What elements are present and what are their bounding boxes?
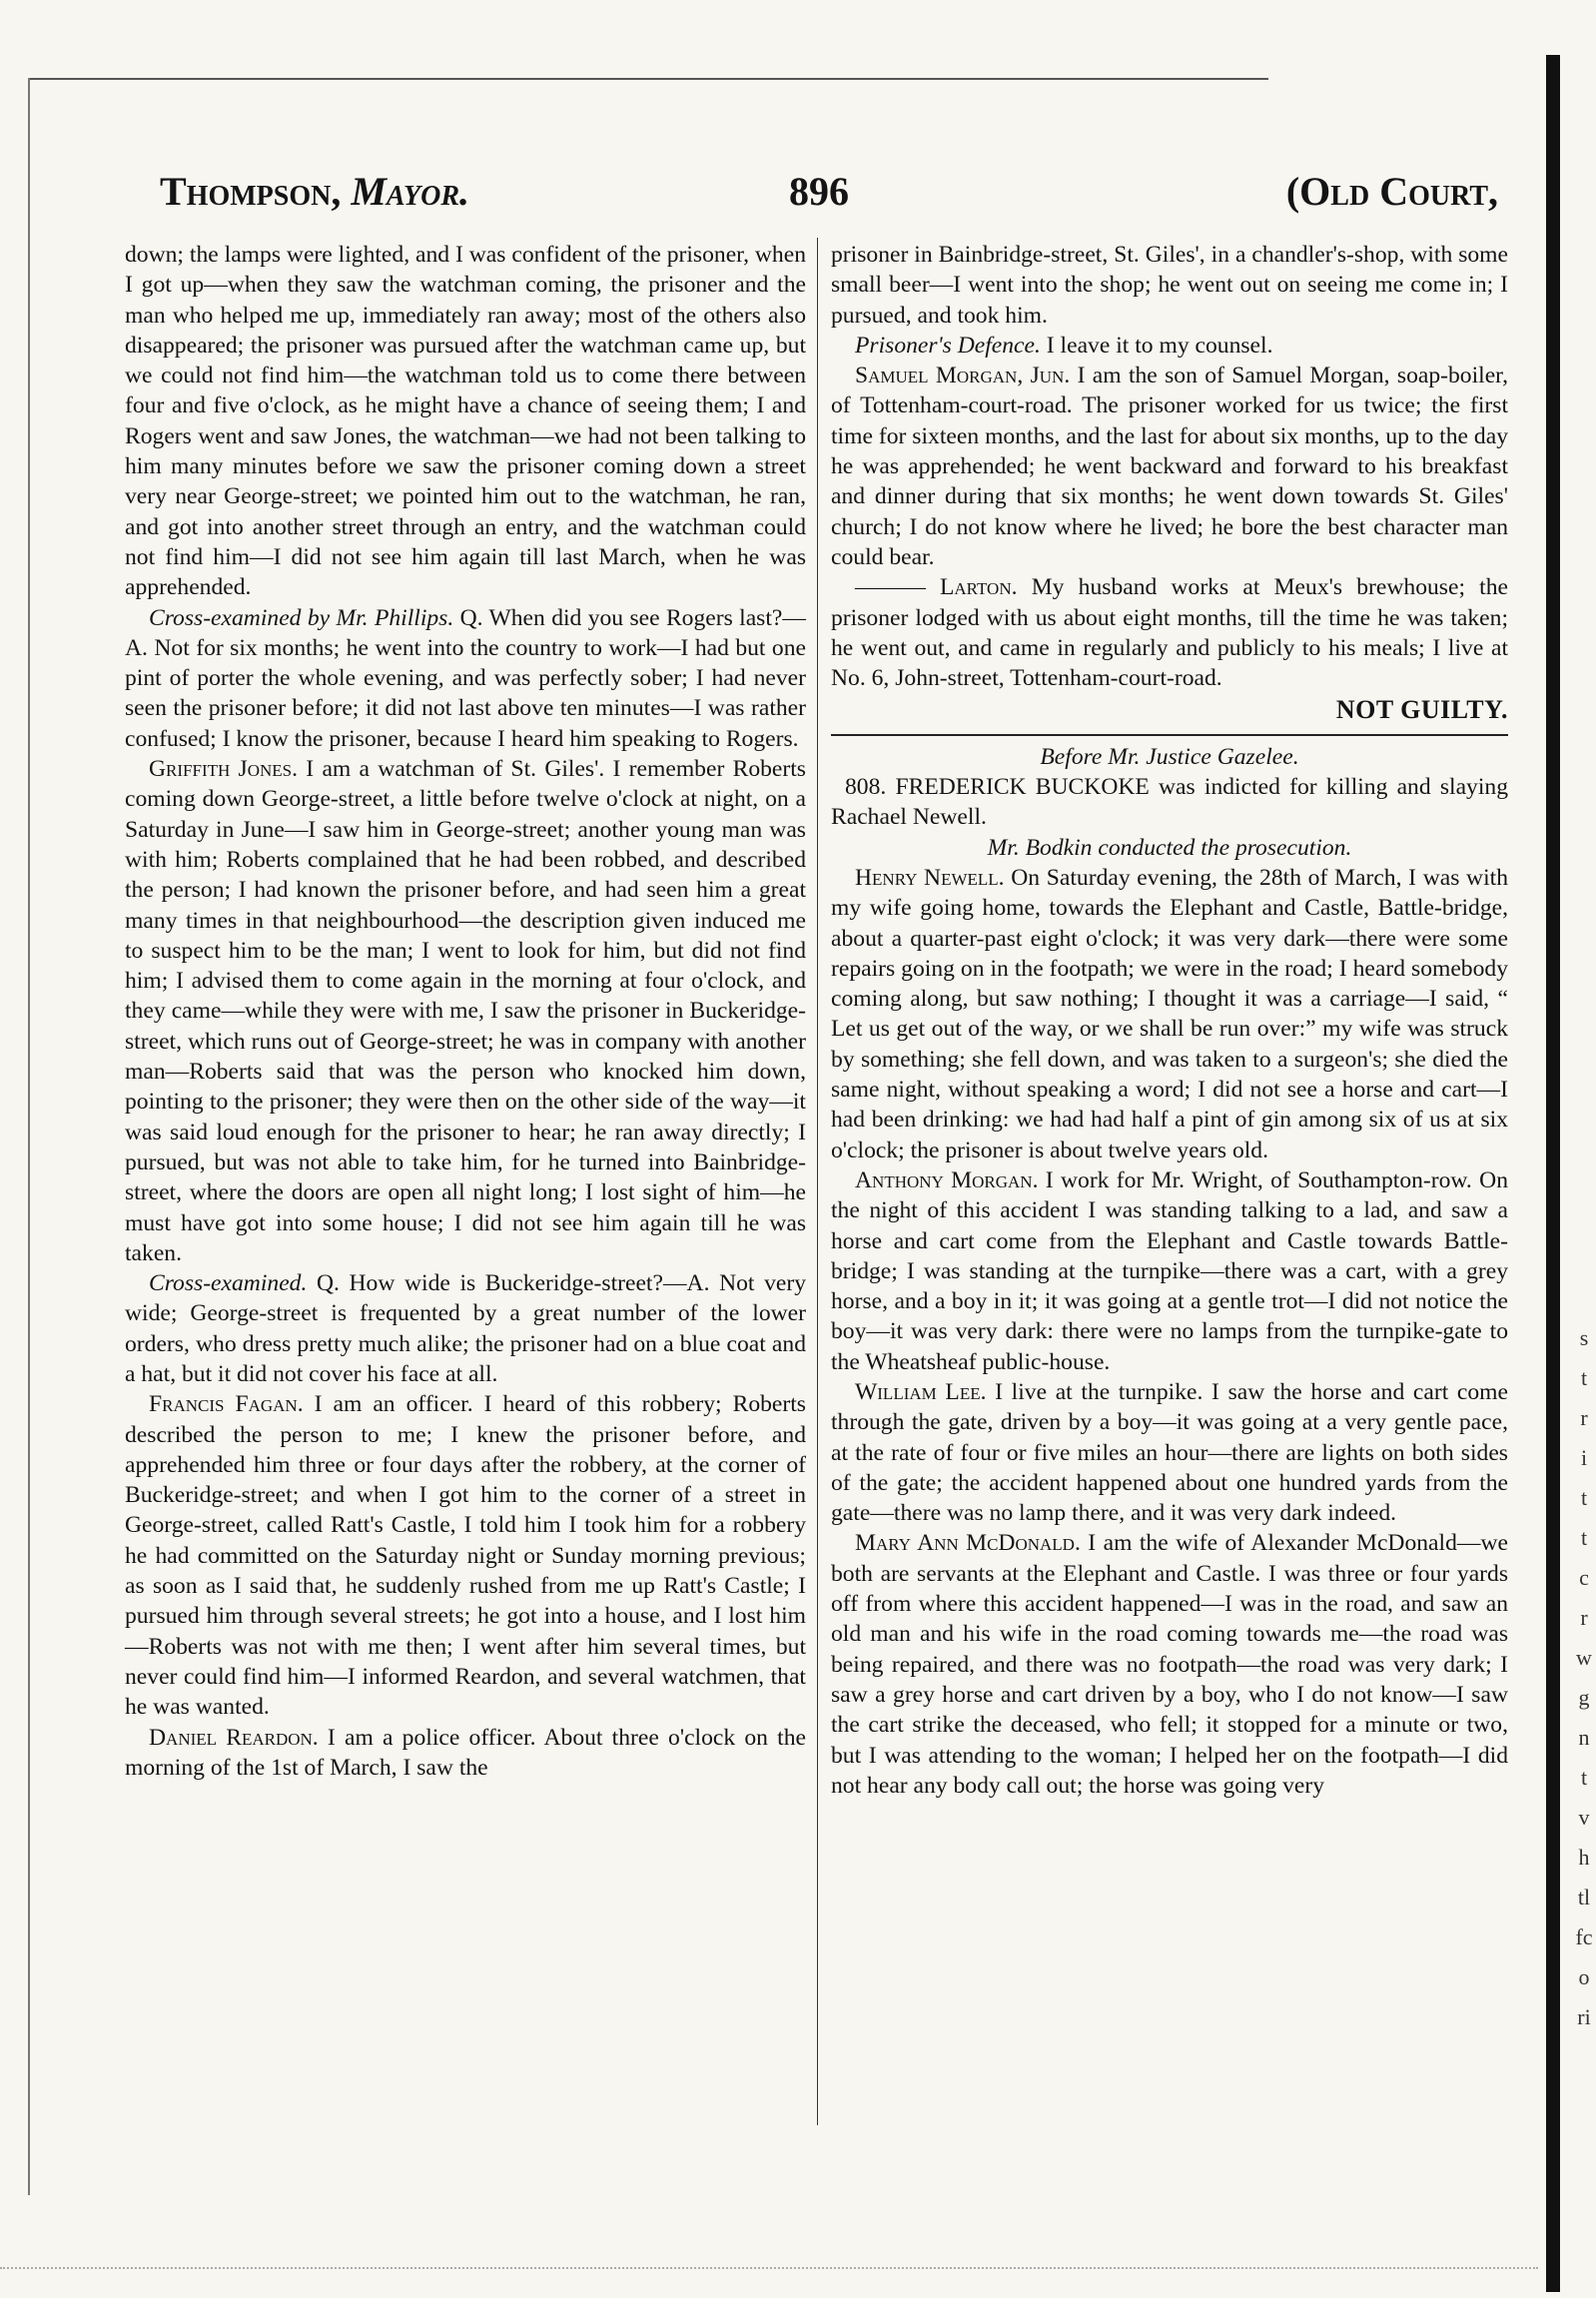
paragraph-text: Q. When did you see Rogers last?—A. Not for six months; he went into the country to work—I had but one pint of porter the whole evening, and was perfectly sober; I had never seen the prisoner before; it did not last above ten minutes—I was rather confused; I know the prisoner, because I heard him speaking to Rogers. (125, 604, 806, 752)
paragraph (125, 1723, 806, 1784)
bleed-char: t (1580, 1525, 1588, 1550)
bleed-char: i (1580, 1445, 1588, 1470)
paragraph-text: Q. How wide is Buckeridge-street?—A. Not very wide; George-street is frequented by a great number of the lower orders, who dress pretty much alike; the prisoner had on a blue coat and a hat, but it did not cover his face at all. (125, 1270, 806, 1387)
bleed-char: r (1580, 1405, 1588, 1430)
right-column (831, 240, 1508, 1801)
paragraph-text: I work for Mr. Wright, of Southampton-row. On the night of this accident I was standing talking to a lad, and saw a horse and cart come from the Elephant and Castle towards Battle-bridge; I was standing at the turnpike—there was a cart, with a grey horse, and a boy in it; it was going at a gentle trot—I did not notice the boy—it was very dark: there were no lamps from the turnpike-gate to the Wheatsheaf public-house. (831, 1166, 1509, 1375)
witness-name: William Lee. (855, 1378, 987, 1405)
witness-name: Henry Newell. (855, 864, 1005, 891)
paragraph (831, 240, 1508, 331)
bleed-char: g (1578, 1685, 1590, 1710)
column-divider (817, 238, 818, 2125)
running-header (160, 168, 1498, 218)
header-court: (Old Court, (1285, 169, 1498, 214)
paragraph (831, 572, 1508, 693)
cross-exam-label: Cross-examined. (149, 1270, 308, 1297)
paragraph-text: I am a watchman of St. Giles'. I remember Roberts coming down George-street, a little before twelve o'clock at night, on a Saturday in June—I saw him in George-street; another young man was with him; Roberts complained that he had been robbed, and described the person; I had known the prisoner before, and had seen him a great many times in that neighbourhood—the description given induced me to suspect him to be the man; I went to look for him, but did not find him; I advised them to come again in the morning at four o'clock, and they came—while they were with me, I saw the prisoner in Buckeridge-street, which runs out of George-street; he was in company with another man—Roberts said that was the person who knocked him down, pointing to the prisoner; they were then on the other side of the way—it was said loud enough for the prisoner to hear; he ran away directly; I pursued, but was not able to take him, for he turned into Bainbridge-street, where the doors are open all night long; I lost sight of him—he must have got into some house; I did not see him again till he was taken. (125, 756, 806, 1266)
witness-name: Anthony Morgan. (855, 1166, 1039, 1193)
bleed-char: o (1578, 1964, 1590, 1989)
scan-edge-top (30, 78, 1268, 80)
header-left (160, 168, 469, 215)
witness-name: Daniel Reardon. (149, 1724, 319, 1751)
bleed-char: s (1579, 1325, 1589, 1350)
section-rule (831, 734, 1508, 736)
bleed-char: t (1580, 1485, 1588, 1510)
defendant-name: FREDERICK BUCKOKE (895, 774, 1150, 801)
scan-edge-left (28, 78, 30, 2195)
bleed-char: t (1580, 1365, 1588, 1390)
paragraph-text: I am a police officer. About three o'clock on the morning of the 1st of March, I saw the (125, 1724, 807, 1781)
paragraph-text: down; the lamps were lighted, and I was confident of the prisoner, when I got up—when they saw the watchman coming, the prisoner and the man who helped me up, immediately ran away; most of the others also disappeared; the prisoner was pursued after the watchman came up, but we could not find him—the watchman told us to come there between four and five o'clock, as he might have a chance of seeing them; I and Rogers went and saw Jones, the watchman—we had not been talking to him many minutes before we saw the prisoner coming down a street very near George-street; we pointed him out to the watchman, he ran, and got into another street through an entry, and the watchman could not find him—I did not see him again till last March, when he was apprehended. (125, 242, 806, 601)
header-name: Thompson, (160, 169, 342, 214)
verdict: NOT GUILTY. (1335, 695, 1508, 725)
paragraph-text: I live at the turnpike. I saw the horse and cart come through the gate, driven by a boy—it was going at a very gentle pace, at the rate of four or five miles an hour—there are lights on both sides of the gate; the accident happened about one hundred yards from the gate—there was no lamp there, and it was very dark indeed. (831, 1378, 1509, 1527)
witness-name: Samuel Morgan, Jun. (855, 363, 1071, 389)
paragraph (125, 603, 806, 754)
bleed-char: fc (1575, 1924, 1593, 1949)
paragraph (831, 1165, 1508, 1377)
bleed-char: tl (1577, 1885, 1591, 1910)
left-column (125, 240, 806, 1783)
paragraph-text: I leave it to my counsel. (1040, 332, 1273, 359)
bleed-char: v (1578, 1805, 1590, 1830)
prosecution-note: Mr. Bodkin conducted the prosecution. (987, 834, 1352, 861)
witness-name: ——— Larton. (855, 574, 1018, 601)
header-title: Mayor. (351, 169, 470, 214)
bleed-char: w (1576, 1645, 1592, 1670)
paragraph (125, 1268, 806, 1389)
charge-text: was indicted for killing and slaying Rachael Newell. (831, 774, 1508, 831)
paragraph-text: My husband works at Meux's brewhouse; the prisoner lodged with us about eight months, till the time he was taken; he went out, and came in regularly and publicly to his meals; I live at No. 6, John-street, Tottenham-court-road. (831, 574, 1509, 692)
paragraph (831, 331, 1508, 361)
scan-bottom-edge (0, 2267, 1538, 2279)
paragraph (831, 863, 1508, 1165)
paragraph (831, 361, 1508, 572)
next-page-bleed (1574, 1318, 1594, 2037)
court-heading: Before Mr. Justice Gazelee. (1040, 743, 1299, 770)
bleed-char: t (1580, 1765, 1588, 1790)
paragraph-text: I am the son of Samuel Morgan, soap-boiler, of Tottenham-court-road. The prisoner worked for us twice; the first time for sixteen months, and the last for about six months, up to the day he was apprehended; he went backward and forward to his breakfast and dinner during that six months; he went down towards St. Giles' church; I do not know where he lived; he bore the best character man could bear. (831, 363, 1508, 570)
bleed-char: ri (1577, 2004, 1591, 2029)
paragraph-text: I am the wife of Alexander McDonald—we both are servants at the Elephant and Castle. I was three or four yards off from where this accident happened—I was in the road, and saw an old man and his wife in the road coming towards me—the road was being repaired, and there was no footpath—the road was very dark; I saw a grey horse and cart driven by a boy, who I do not know—I saw the cart strike the deceased, who fell; it stopped for a minute or two, but I was attending to the woman; I helped her on the footpath—I did not hear any body call out; the horse was going very (831, 1530, 1508, 1799)
cross-exam-label: Cross-examined by Mr. Phillips. (149, 604, 454, 631)
paragraph-text: On Saturday evening, the 28th of March, I was with my wife going home, towards the Elephant and Castle, Battle-bridge, about a quarter-past eight o'clock; it was very dark—there were some repairs going on in the footpath; we were in the road; I heard somebody coming along, but saw nothing; I thought it was a carriage—I said, “ Let us get out of the way, or we shall be run over:” my wife was struck by something; she fell down, and was taken to a surgeon's; she died the same night, without speaking a word; I did not see a horse and cart—I had been drinking: we had had half a pint of gin among six of us at six o'clock; the prisoner is about twelve years old. (831, 864, 1509, 1163)
witness-name: Francis Fagan. (149, 1391, 304, 1418)
paragraph (125, 754, 806, 1268)
paragraph-text: prisoner in Bainbridge-street, St. Giles', in a chandler's-shop, with some small beer—I went into the shop; he went out on seeing me come in; I pursued, and took him. (831, 242, 1508, 329)
case-number: 808. (845, 774, 887, 801)
witness-name: Mary Ann McDonald. (855, 1530, 1081, 1557)
page-number: 896 (789, 169, 849, 214)
paragraph (831, 1528, 1508, 1801)
binding-edge (1546, 55, 1560, 2292)
bleed-char: r (1580, 1605, 1588, 1630)
bleed-char: n (1578, 1725, 1590, 1750)
defence-label: Prisoner's Defence. (855, 332, 1041, 359)
paragraph (831, 1377, 1508, 1528)
bleed-char: h (1578, 1845, 1590, 1870)
paragraph-text: I am an officer. I heard of this robbery; Roberts described the person to me; I knew the prisoner before, and apprehended him three or four days after the robbery, at the corner of Buckeridge-street; and when I got him to the corner of a street in George-street, called Ratt's Castle, I told him I took him for a robbery he had committed on the Saturday night or Sunday morning previous; as soon as I said that, he suddenly rushed from me up Ratt's Castle; I pursued him through several streets; he got into a house, and I lost him—Roberts was not with me then; I went after him several times, but never could find him—I informed Reardon, and several watchmen, that he was wanted. (125, 1391, 806, 1721)
paragraph (125, 1389, 806, 1722)
witness-name: Griffith Jones. (149, 756, 299, 783)
paragraph (125, 240, 806, 603)
bleed-char: c (1579, 1565, 1589, 1590)
case-heading (831, 772, 1508, 833)
